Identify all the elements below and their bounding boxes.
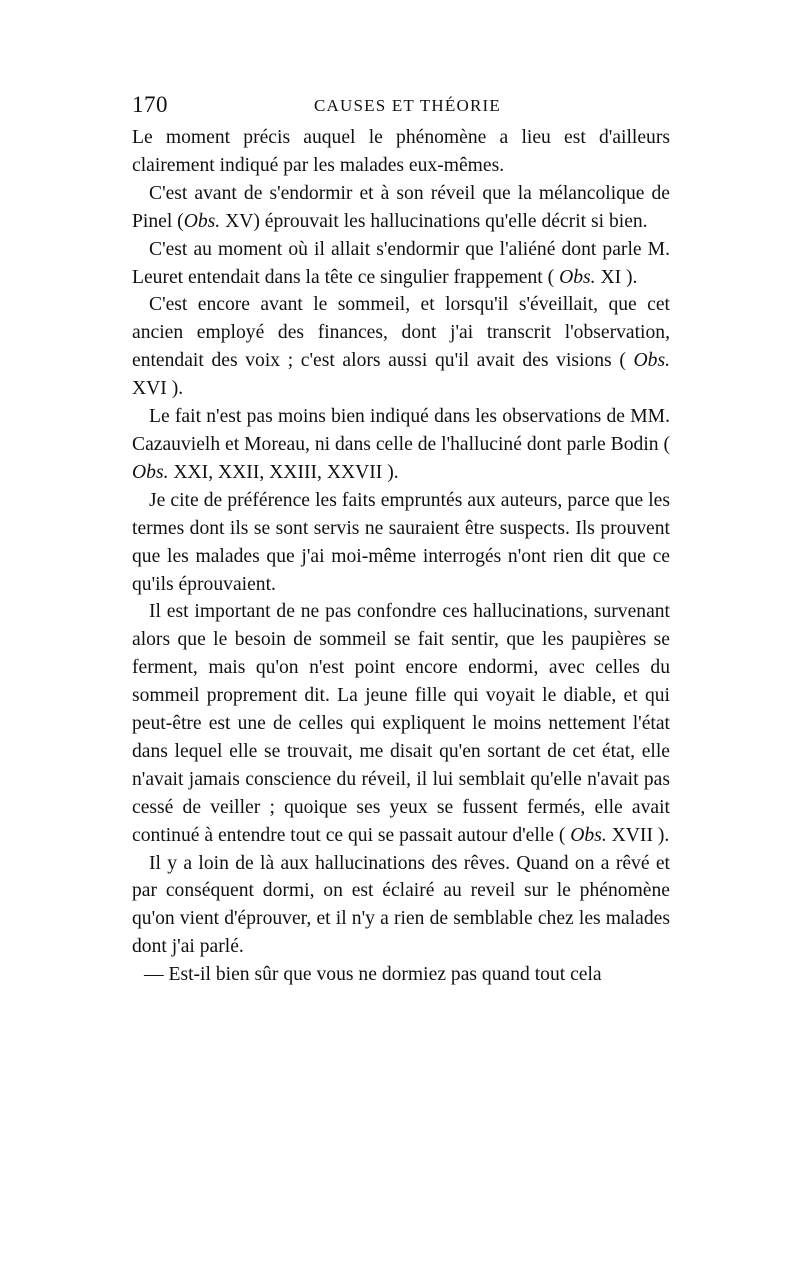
paragraph-text: C'est avant de s'endormir et à son réveil que la mélancolique de Pinel ( (132, 182, 670, 232)
paragraph-text: XVI ). (132, 378, 184, 400)
paragraph (132, 850, 670, 962)
paragraph-text: — Est-il bien sûr que vous ne dormiez pas quand tout cela (144, 964, 602, 986)
paragraph (132, 236, 670, 292)
paragraph (132, 598, 670, 849)
italic-text: Obs. (633, 350, 670, 372)
italic-text: Obs. (570, 824, 607, 846)
paragraph (132, 124, 670, 180)
paragraph-text: Le fait n'est pas moins bien indiqué dans les observations de MM. Cazauvielh et Moreau, ni dans celle de l'halluciné dont parle Bodin ( (132, 406, 670, 455)
paragraph-text: C'est au moment où il allait s'endormir que l'aliéné dont parle M. Leuret entendait dans la tête ce singulier frappement ( (132, 238, 670, 288)
paragraph-text: C'est encore avant le sommeil, et lorsqu'il s'éveillait, que cet ancien employé des finances, dont j'ai transcrit l'observation, entendait des voix ; c'est alors aussi qu'il avait des visions ( (132, 294, 670, 372)
paragraph-text: XVII ). (606, 824, 670, 846)
paragraph (132, 487, 670, 599)
page-header (132, 92, 672, 122)
paragraph-text: XI ). (595, 266, 638, 288)
paragraph-text: XXI, XXII, XXIII, XXVII ). (168, 461, 399, 483)
paragraph-text: Il y a loin de là aux hallucinations des rêves. Quand on a rêvé et par conséquent dormi, on est éclairé au reveil sur le phénomène qu'on vient d'éprouver, et il n'y a rien de semblable chez les malades dont j'ai parlé. (132, 852, 670, 958)
italic-text: Obs. (559, 266, 596, 288)
paragraph (132, 961, 670, 989)
italic-text: Obs. (132, 461, 169, 483)
page-number: 170 (132, 92, 168, 117)
paragraph (132, 180, 670, 236)
paragraph-text: Je cite de préférence les faits empruntés aux auteurs, parce que les termes dont ils se sont servis ne sauraient être suspects. Ils prouvent que les malades que j'ai moi-même interrogés n'ont rien dit que ce qu'ils éprouvaient. (132, 489, 670, 595)
paragraph-text: Le moment précis auquel le phénomène a lieu est d'ailleurs clairement indiqué par les malades eux-mêmes. (132, 127, 670, 176)
italic-text: Obs. (183, 210, 221, 232)
running-title: CAUSES ET THÉORIE (314, 96, 501, 115)
body-text (132, 124, 670, 989)
paragraph (132, 403, 670, 487)
paragraph-text: Il est important de ne pas confondre ces hallucinations, survenant alors que le besoin de sommeil se fait sentir, que les paupières se ferment, mais qu'on n'est point encore endormi, avec celles du sommeil proprement dit. La jeune fille qui voyait le diable, et qui peut-être est une de celles qui expliquent le moins nettement l'état dans lequel elle se trouvait, me disait qu'en sortant de cet état, elle n'avait jamais conscience du réveil, il lui semblait qu'elle n'avait pas cessé de veiller ; quoique ses yeux se fussent fermés, elle avait continué à entendre tout ce qui se passait autour d'elle ( (132, 601, 670, 846)
paragraph-text: XV) éprouvait les hallucinations qu'elle décrit si bien. (220, 210, 648, 232)
paragraph (132, 291, 670, 403)
